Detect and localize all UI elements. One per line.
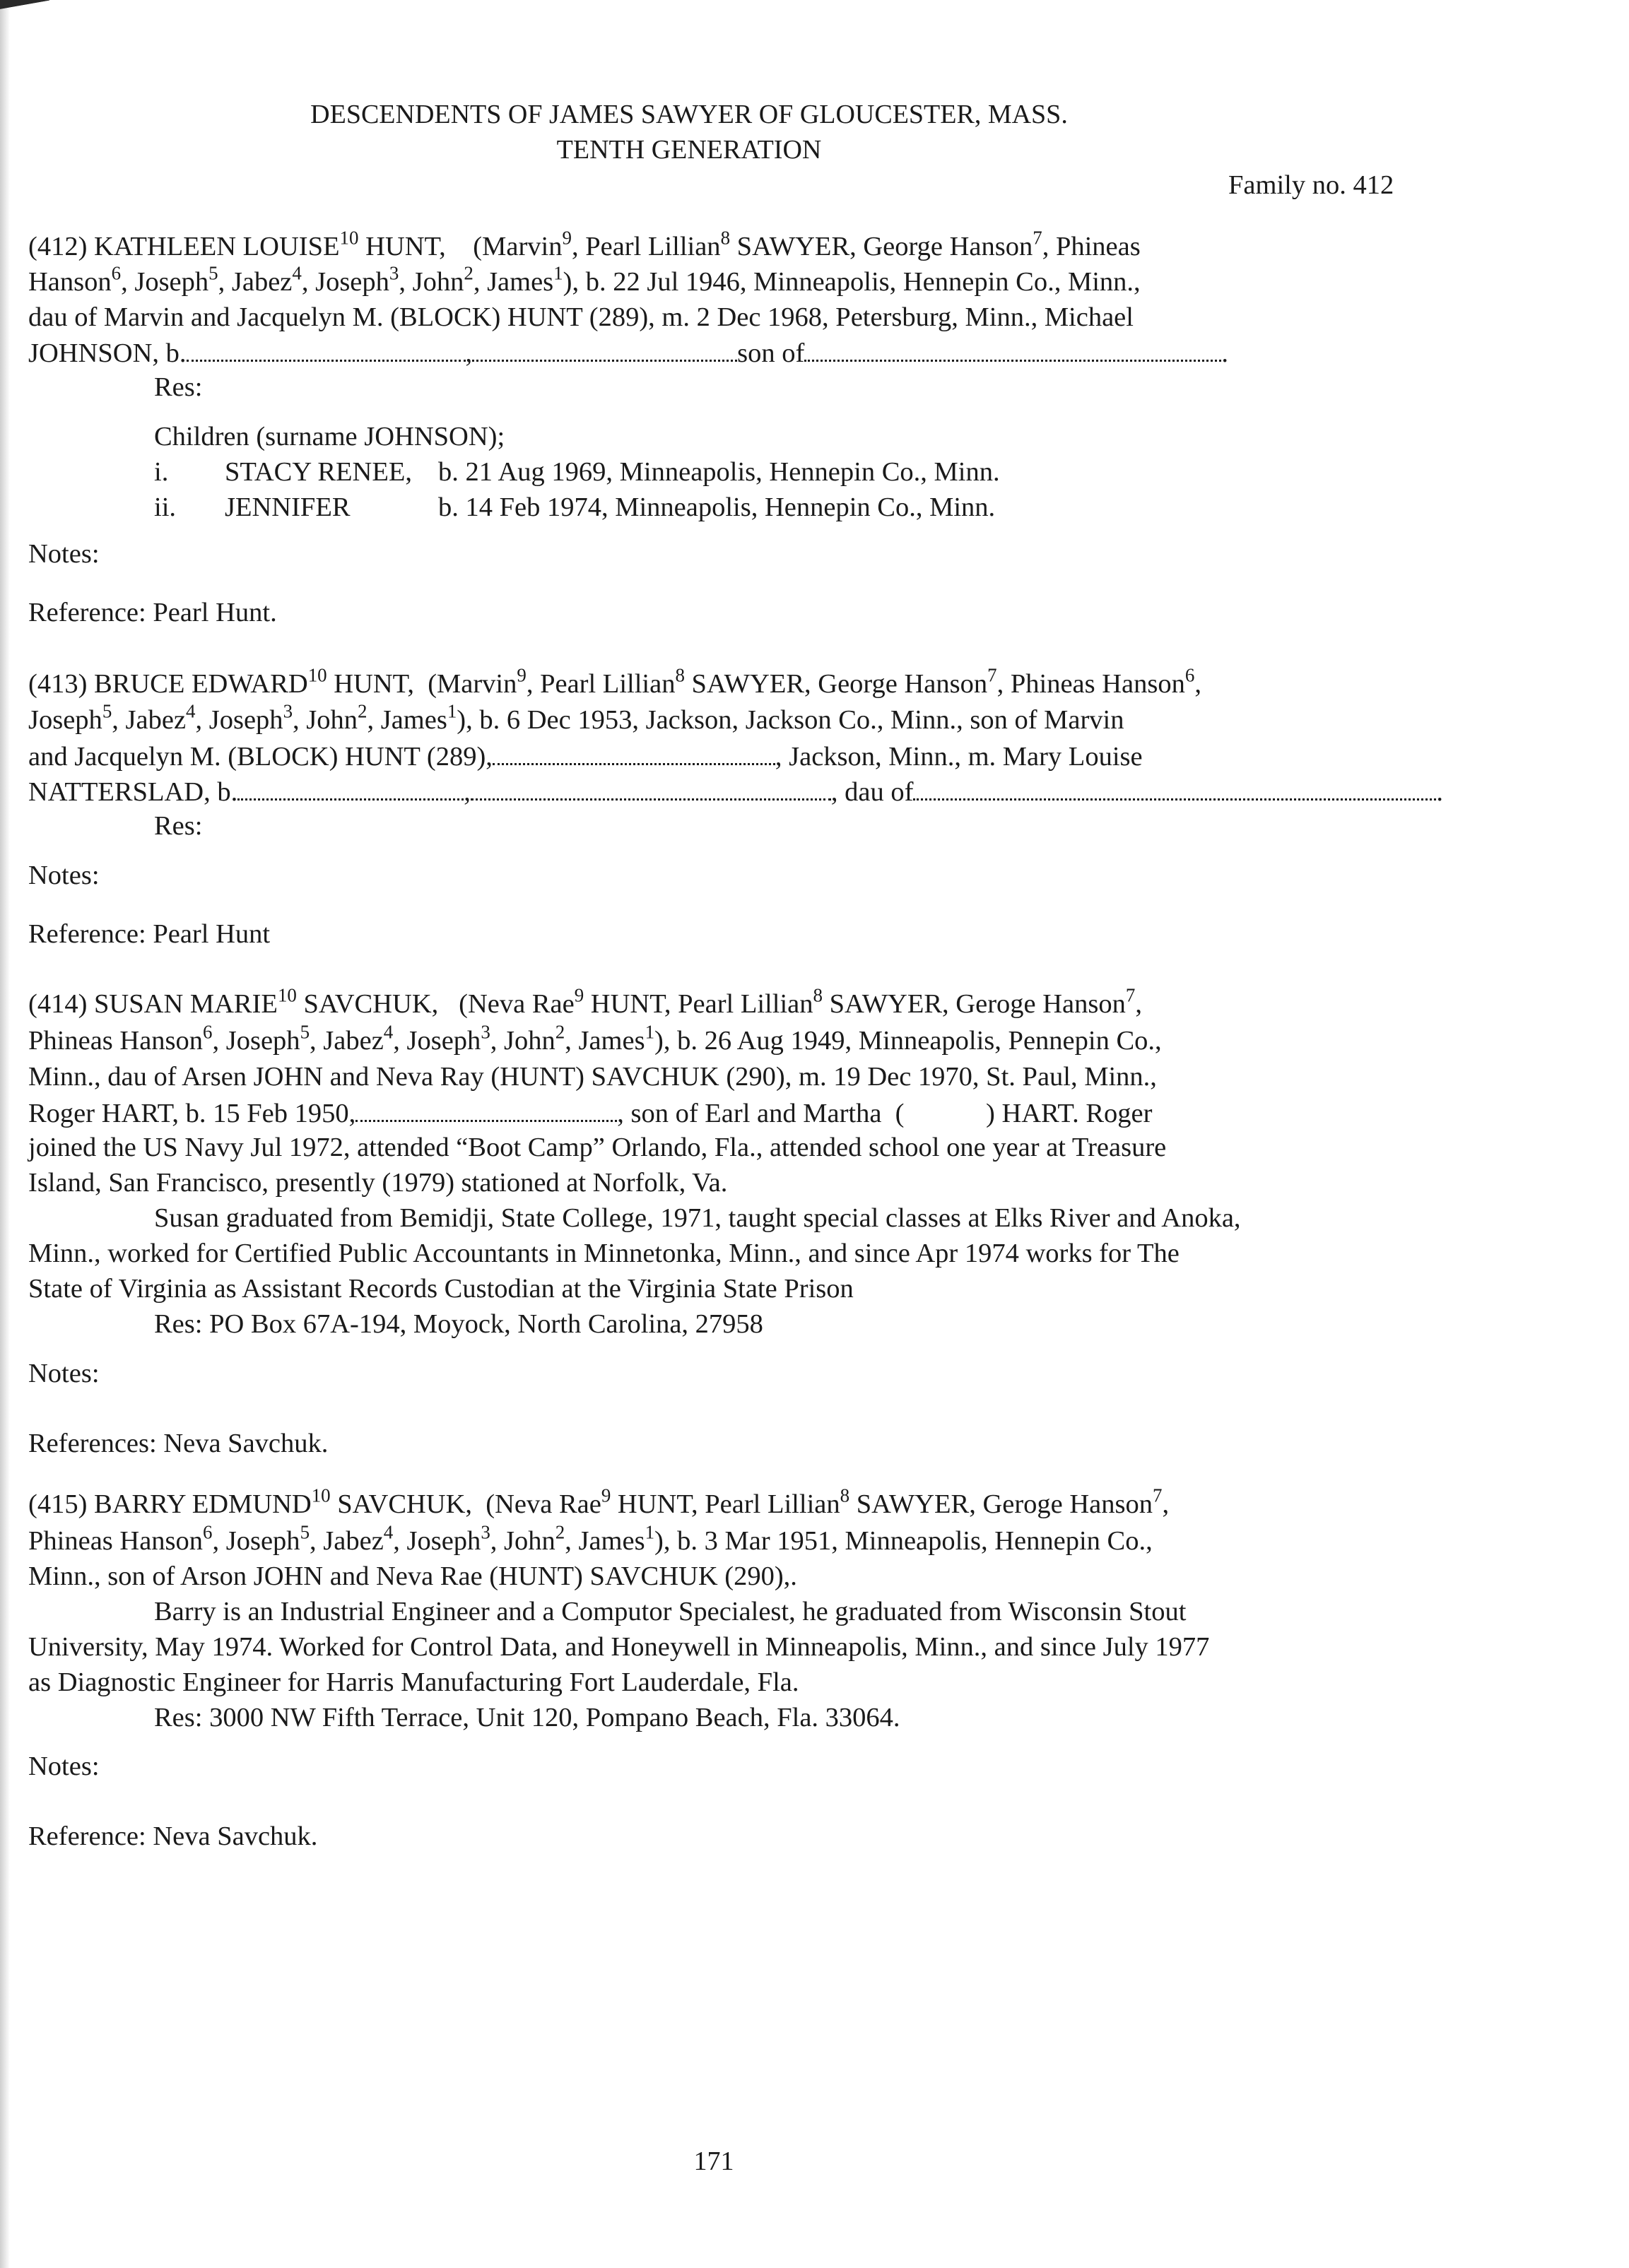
document-title: DESCENDENTS OF JAMES SAWYER OF GLOUCESTER, MASS.: [310, 100, 1068, 129]
entry-414-residence: Res: PO Box 67A-194, Moyock, North Carolina, 27958: [154, 1309, 763, 1339]
blank-field: [471, 777, 831, 801]
entry-412-line-4: JOHNSON, b. , son of .: [28, 338, 1228, 368]
entry-413-residence: Res:: [154, 811, 203, 841]
entry-415-line-3: Minn., son of Arson JOHN and Neva Rae (HUNT) SAVCHUK (290),.: [28, 1561, 797, 1591]
entry-415-line-5: University, May 1974. Worked for Control Data, and Honeywell in Minneapolis, Minn., and since July 1977: [28, 1632, 1210, 1662]
scan-edge-shadow: [0, 0, 10, 2268]
child-num: ii.: [154, 492, 177, 522]
entry-413-line-3: and Jacquelyn M. (BLOCK) HUNT (289), , Jackson, Minn., m. Mary Louise: [28, 742, 1143, 772]
entry-415-residence: Res: 3000 NW Fifth Terrace, Unit 120, Pompano Beach, Fla. 33064.: [154, 1703, 900, 1732]
entry-414-line-4: Roger HART, b. 15 Feb 1950, , son of Earl and Martha ( ) HART. Roger: [28, 1099, 1153, 1128]
child-name: JENNIFER: [225, 492, 351, 522]
child-details: b. 14 Feb 1974, Minneapolis, Hennepin Co., Minn.: [438, 492, 996, 522]
entry-414-notes: Notes:: [28, 1359, 100, 1388]
entry-412-children-heading: Children (surname JOHNSON);: [154, 422, 505, 451]
entry-415-line-1: (415) BARRY EDMUND$^{10}$ SAVCHUK, (Neva Rae$^9$ HUNT, Pearl Lillian$^8$ SAWYER, Geroge Hanson$^7$,: [28, 1484, 1170, 1519]
entry-414-reference: References: Neva Savchuk.: [28, 1429, 329, 1458]
entry-414-line-1: (414) SUSAN MARIE$^{10}$ SAVCHUK, (Neva Rae$^9$ HUNT, Pearl Lillian$^8$ SAWYER, Geroge Hanson$^7$,: [28, 984, 1142, 1019]
entry-415-line-4: Barry is an Industrial Engineer and a Computor Specialest, he graduated from Wisconsin Stout: [154, 1597, 1187, 1626]
blank-field: [913, 777, 1436, 801]
child-num: i.: [154, 457, 169, 487]
entry-412-residence: Res:: [154, 372, 203, 402]
entry-414-line-3: Minn., dau of Arsen JOHN and Neva Ray (HUNT) SAVCHUK (290), m. 19 Dec 1970, St. Paul, Minn.,: [28, 1062, 1157, 1092]
entry-413-reference: Reference: Pearl Hunt: [28, 919, 271, 949]
entry-412-line-3: dau of Marvin and Jacquelyn M. (BLOCK) HUNT (289), m. 2 Dec 1968, Petersburg, Minn., Michael: [28, 302, 1134, 332]
entry-413-line-2: Joseph$^5$, Jabez$^4$, Joseph$^3$, John$^2$, James$^1$), b. 6 Dec 1953, Jackson, Jackson Co., Minn., son of Marvin: [28, 700, 1124, 735]
generation-heading: TENTH GENERATION: [556, 135, 822, 165]
child-details: b. 21 Aug 1969, Minneapolis, Hennepin Co., Minn.: [438, 457, 1000, 487]
blank-field: [804, 338, 1221, 362]
scan-corner-mark: [0, 0, 49, 17]
entry-412-reference: Reference: Pearl Hunt.: [28, 598, 277, 627]
blank-field: [472, 338, 737, 362]
page-number: 171: [693, 2146, 734, 2176]
blank-field: [493, 742, 775, 765]
entry-414-line-8: Minn., worked for Certified Public Accountants in Minnetonka, Minn., and since Apr 1974 works for The: [28, 1239, 1180, 1268]
entry-413-line-4: NATTERSLAD, b. , , dau of .: [28, 777, 1444, 807]
entry-412-line-1: (412) KATHLEEN LOUISE$^{10}$ HUNT, (Marvin$^9$, Pearl Lillian$^8$ SAWYER, George Hanson$^7$, Phineas: [28, 227, 1141, 261]
blank-field: [187, 338, 466, 362]
blank-field: [237, 777, 464, 801]
entry-415-line-6: as Diagnostic Engineer for Harris Manufacturing Fort Lauderdale, Fla.: [28, 1667, 799, 1697]
entry-413-line-1: (413) BRUCE EDWARD$^{10}$ HUNT, (Marvin$^9$, Pearl Lillian$^8$ SAWYER, George Hanson$^7$, Phineas Hanson$^6$,: [28, 664, 1201, 699]
entry-413-notes: Notes:: [28, 861, 100, 890]
entry-414-line-5: joined the US Navy Jul 1972, attended “Boot Camp” Orlando, Fla., attended school one year at Treasure: [28, 1133, 1167, 1162]
entry-414-line-2: Phineas Hanson$^6$, Joseph$^5$, Jabez$^4$, Joseph$^3$, John$^2$, James$^1$), b. 26 Aug 1949, Minneapolis, Pennepin Co.,: [28, 1021, 1162, 1056]
entry-414-line-9: State of Virginia as Assistant Records Custodian at the Virginia State Prison: [28, 1274, 854, 1304]
entry-415-line-2: Phineas Hanson$^6$, Joseph$^5$, Jabez$^4$, Joseph$^3$, John$^2$, James$^1$), b. 3 Mar 1951, Minneapolis, Hennepin Co.,: [28, 1521, 1153, 1556]
entry-415-notes: Notes:: [28, 1752, 100, 1781]
entry-414-line-7: Susan graduated from Bemidji, State College, 1971, taught special classes at Elks River and Anoka,: [154, 1203, 1241, 1233]
entry-414-line-6: Island, San Francisco, presently (1979) stationed at Norfolk, Va.: [28, 1168, 728, 1198]
entry-412-line-2: Hanson$^6$, Joseph$^5$, Jabez$^4$, Joseph$^3$, John$^2$, James$^1$), b. 22 Jul 1946, Minneapolis, Hennepin Co., Minn.,: [28, 262, 1141, 297]
blank-field: [355, 1099, 617, 1122]
entry-415-reference: Reference: Neva Savchuk.: [28, 1821, 318, 1851]
child-name: STACY RENEE,: [225, 457, 412, 487]
family-number: Family no. 412: [1228, 170, 1394, 200]
entry-412-notes: Notes:: [28, 539, 100, 569]
